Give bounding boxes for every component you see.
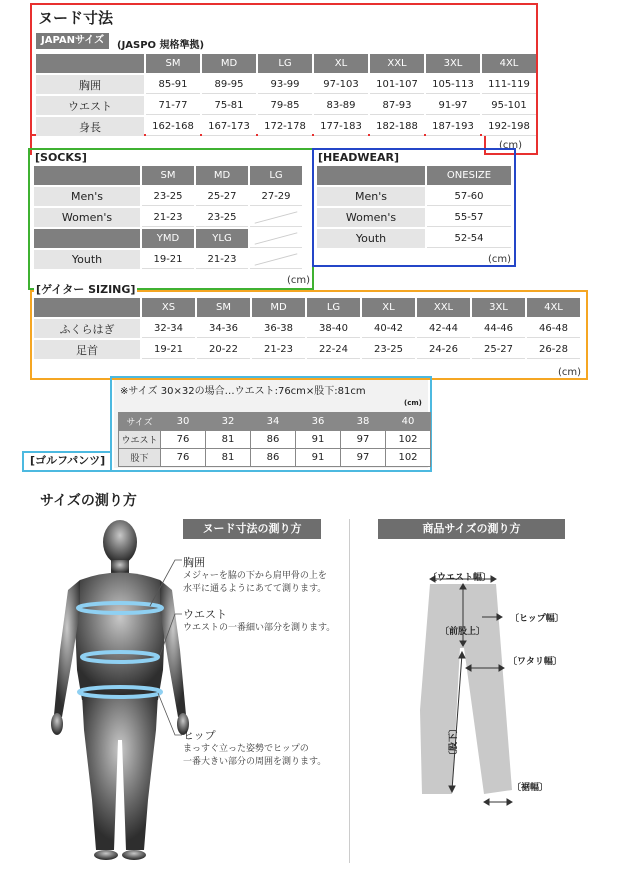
table-cell: 97-103	[314, 75, 368, 94]
header-cell: ONESIZE	[427, 166, 511, 185]
table-cell: 97	[341, 431, 386, 449]
header-cell: XL	[314, 54, 368, 73]
headwear-title: [HEADWEAR]	[318, 151, 400, 164]
table-cell: 46-48	[527, 319, 580, 338]
table-cell: 91	[296, 449, 341, 467]
table-cell: 38-40	[307, 319, 360, 338]
header-cell: YMD	[142, 229, 194, 248]
jaspo-note: (JASPO 規格準拠)	[117, 40, 205, 51]
row-label: Youth	[317, 229, 425, 248]
table-cell: 172-178	[258, 117, 312, 136]
header-cell: 4XL	[527, 298, 580, 317]
socks-title: [SOCKS]	[35, 151, 87, 164]
table-cell: 81	[206, 431, 251, 449]
waist-note	[183, 607, 335, 635]
header-cell: MD	[252, 298, 305, 317]
golf-unit: (cm)	[404, 399, 422, 407]
table-cell: 102	[386, 431, 431, 449]
header-cell: LG	[307, 298, 360, 317]
thigh-width-label: 〔ワタリ幅〕	[508, 657, 562, 667]
table-cell: 75-81	[202, 96, 256, 115]
table-cell: 55-57	[427, 208, 511, 227]
table-cell: 23-25	[142, 187, 194, 206]
table-cell: 25-27	[196, 187, 248, 206]
header-cell: 3XL	[472, 298, 525, 317]
table-cell: 21-23	[196, 250, 248, 269]
table-cell: 93-99	[258, 75, 312, 94]
table-cell: 76	[161, 431, 206, 449]
header-cell: XL	[362, 298, 415, 317]
header-cell: XS	[142, 298, 195, 317]
chest-desc-1: メジャーを脇の下から肩甲骨の上を	[183, 571, 327, 581]
japan-size-tag: JAPANサイズ	[36, 33, 109, 49]
waist-desc-1: ウエストの一番細い部分を測ります。	[183, 623, 336, 633]
table-cell: 83-89	[314, 96, 368, 115]
gaiter-title: [ゲイター SIZING]	[36, 283, 136, 296]
table-cell: 102	[386, 449, 431, 467]
table-cell: 87-93	[370, 96, 424, 115]
row-label: 股下	[119, 449, 161, 467]
table-cell: 187-193	[426, 117, 480, 136]
table-cell: 79-85	[258, 96, 312, 115]
table-cell: 19-21	[142, 250, 194, 269]
table-cell: 32-34	[142, 319, 195, 338]
table-cell: 23-25	[362, 340, 415, 359]
table-cell: 19-21	[142, 340, 195, 359]
waist-label: ウエスト	[183, 608, 227, 621]
header-cell: SM	[146, 54, 200, 73]
hem-width-label: 〔裾幅〕	[512, 783, 549, 793]
hip-width-label: 〔ヒップ幅〕	[510, 614, 564, 624]
table-cell: 24-26	[417, 340, 470, 359]
row-label: ウエスト	[36, 96, 144, 115]
waist-width-label: 〔ウエスト幅〕	[428, 573, 492, 583]
table-cell: 27-29	[250, 187, 302, 206]
row-label: Men's	[317, 187, 425, 206]
table-cell: 177-183	[314, 117, 368, 136]
table-cell: 57-60	[427, 187, 511, 206]
table-cell: 89-95	[202, 75, 256, 94]
table-cell: 34-36	[197, 319, 250, 338]
table-cell: 36-38	[252, 319, 305, 338]
socks-unit: (cm)	[287, 275, 311, 286]
headwear-unit: (cm)	[488, 254, 512, 265]
header-cell: XXL	[370, 54, 424, 73]
header-cell: 4XL	[482, 54, 536, 73]
table-cell: 22-24	[307, 340, 360, 359]
pants-figure	[400, 560, 580, 820]
row-label: 胸囲	[36, 75, 144, 94]
table-cell: 25-27	[472, 340, 525, 359]
row-label: Men's	[34, 187, 140, 206]
chest-label: 胸囲	[183, 556, 205, 569]
front-rise-label: 〔前股上〕	[440, 627, 486, 637]
table-cell: 162-168	[146, 117, 200, 136]
table-cell: 105-113	[426, 75, 480, 94]
row-label: Women's	[317, 208, 425, 227]
table-cell: 167-173	[202, 117, 256, 136]
table-cell: 42-44	[417, 319, 470, 338]
row-label: ふくらはぎ	[34, 319, 140, 338]
table-cell: 101-107	[370, 75, 424, 94]
gaiter-unit: (cm)	[558, 367, 582, 378]
header-cell: SM	[197, 298, 250, 317]
chest-desc-2: 水平に通るようにあてて測ります。	[183, 584, 327, 594]
golf-title: [ゴルフパンツ]	[30, 454, 106, 467]
row-label: 足首	[34, 340, 140, 359]
header-cell: 34	[251, 413, 296, 431]
header-cell: MD	[196, 166, 248, 185]
table-cell: 76	[161, 449, 206, 467]
table-cell: 182-188	[370, 117, 424, 136]
header-cell: 32	[206, 413, 251, 431]
header-cell: XXL	[417, 298, 470, 317]
table-cell: 86	[251, 449, 296, 467]
table-cell: 86	[251, 431, 296, 449]
header-cell: 36	[296, 413, 341, 431]
row-label: 身長	[36, 117, 144, 136]
table-cell: 20-22	[197, 340, 250, 359]
nude-title: ヌード寸法	[38, 9, 114, 27]
hip-desc-2: 一番大きい部分の周囲を測ります。	[183, 757, 327, 767]
table-cell: 26-28	[527, 340, 580, 359]
table-cell: 111-119	[482, 75, 536, 94]
row-label: Women's	[34, 208, 140, 227]
table-cell: 85-91	[146, 75, 200, 94]
measure-title: サイズの測り方	[40, 493, 137, 509]
table-cell: 40-42	[362, 319, 415, 338]
nude-unit: (cm)	[499, 140, 523, 151]
header-cell: 3XL	[426, 54, 480, 73]
hip-desc-1: まっすぐ立った姿勢でヒップの	[183, 744, 309, 754]
header-cell: LG	[250, 166, 302, 185]
table-cell: 97	[341, 449, 386, 467]
table-cell: 81	[206, 449, 251, 467]
row-label: ウエスト	[119, 431, 161, 449]
table-cell: 95-101	[482, 96, 536, 115]
table-cell: 71-77	[146, 96, 200, 115]
table-cell: 91-97	[426, 96, 480, 115]
inseam-label: 〔股下〕	[449, 723, 459, 760]
table-cell: 52-54	[427, 229, 511, 248]
row-label: Youth	[34, 250, 140, 269]
header-cell: SM	[142, 166, 194, 185]
chest-note	[183, 555, 327, 596]
header-label: サイズ	[119, 413, 161, 431]
header-cell: 38	[341, 413, 386, 431]
header-cell: LG	[258, 54, 312, 73]
header-cell: MD	[202, 54, 256, 73]
table-cell: 192-198	[482, 117, 536, 136]
product-measure-header: 商品サイズの測り方	[378, 519, 565, 539]
header-cell: 30	[161, 413, 206, 431]
table-cell: 23-25	[196, 208, 248, 227]
hip-label: ヒップ	[183, 729, 216, 742]
table-cell: 21-23	[142, 208, 194, 227]
table-cell: 91	[296, 431, 341, 449]
header-cell: 40	[386, 413, 431, 431]
hip-note	[183, 728, 326, 769]
golf-note: ※サイズ 30×32の場合…ウエスト:76cm×股下:81cm	[120, 386, 366, 397]
nude-measure-header: ヌード寸法の測り方	[183, 519, 321, 539]
header-cell: YLG	[196, 229, 248, 248]
table-cell: 44-46	[472, 319, 525, 338]
table-cell: 21-23	[252, 340, 305, 359]
